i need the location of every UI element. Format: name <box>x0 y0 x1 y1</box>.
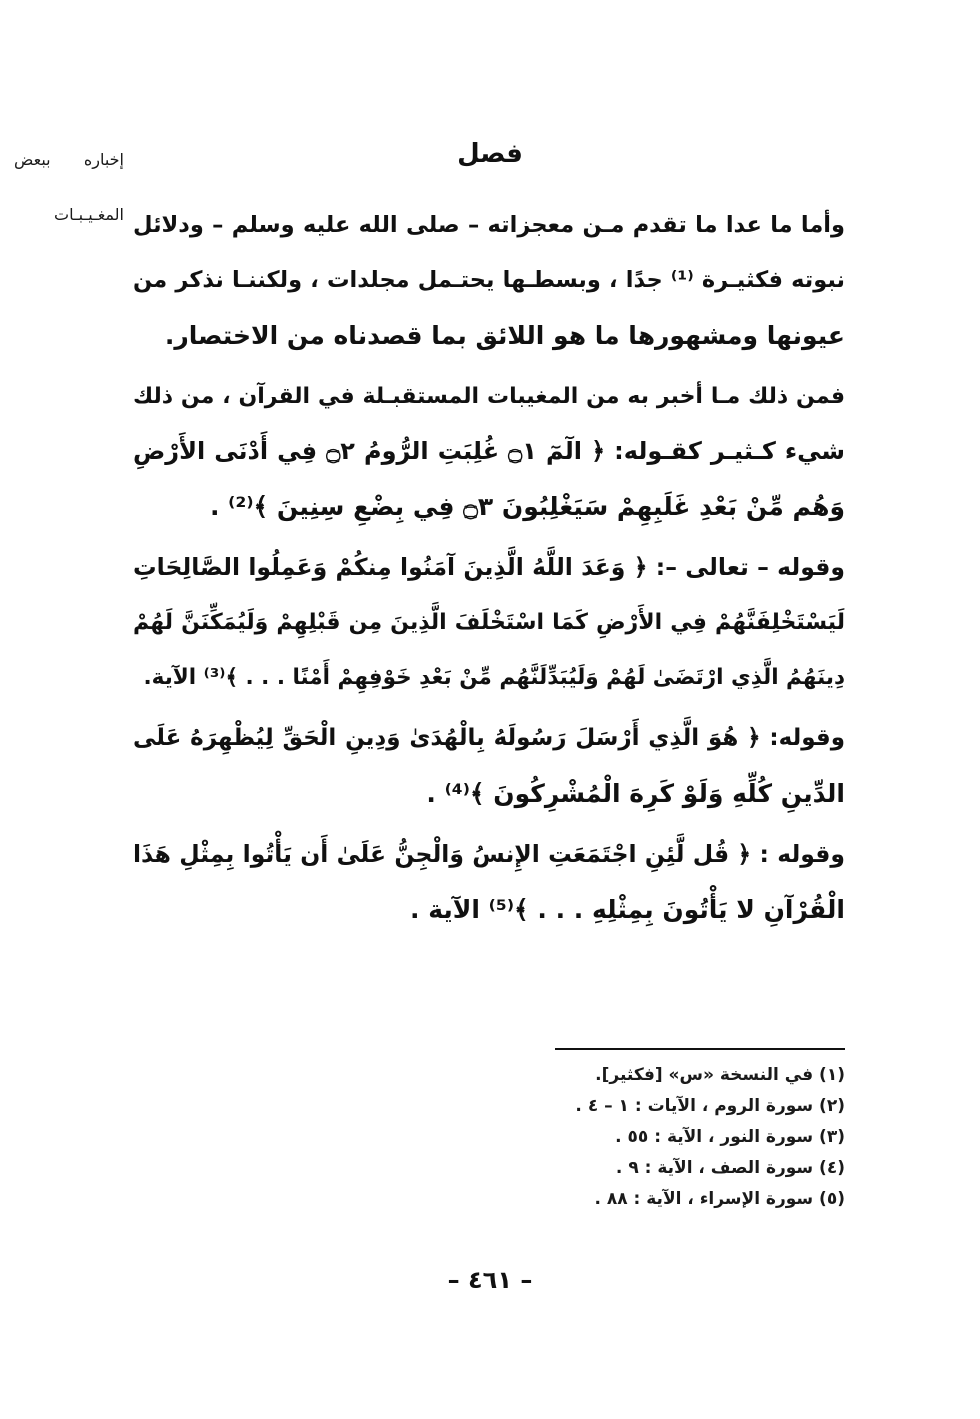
chapter-title: فصل <box>457 139 523 169</box>
text-line: لَيَسْتَخْلِفَنَّهُمْ فِي الأَرْضِ كَمَا اسْتَخْلَفَ الَّذِينَ مِن قَبْلِهِمْ وَلَيُمَكِّنَنَّ لَهُمْ <box>133 610 845 635</box>
text-line: وأما ما عدا ما تقدم مـن معجزاته – صلى الله عليه وسلم – ودلائل <box>133 212 845 238</box>
page-number: – ٤٦١ – <box>447 1266 533 1294</box>
text-line: وَهُم مِّنْ بَعْدِ غَلَبِهِمْ سَيَغْلِبُونَ ۝٣ فِي بِضْعِ سِنِينَ ﴾⁽²⁾ . <box>209 492 845 521</box>
text-line: نبوته فكثيـرة ⁽¹⁾ جدًا ، وبسطـها يحتـمل مجلدات ، ولكننـا نذكر من <box>133 267 845 293</box>
paragraph <box>133 198 845 363</box>
margin-note-line: إخباره ببعض <box>14 150 124 169</box>
text-line: عيونها ومشهورها ما هو اللائق بما قصدناه من الاختصار. <box>164 321 845 350</box>
text-line: الْقُرْآنِ لا يَأْتُونَ بِمِثْلِهِ . . . ﴾⁽⁵⁾ الآية . <box>410 895 845 924</box>
margin-note-line: المغـيـبـات <box>54 205 124 224</box>
paragraph <box>133 369 845 534</box>
paragraph <box>133 540 845 705</box>
text-line: دِينَهُمُ الَّذِي ارْتَضَىٰ لَهُمْ وَلَيُبَدِّلَنَّهُم مِّنْ بَعْدِ خَوْفِهِمْ أَمْنًا . . . ﴾⁽³⁾ الآية. <box>143 665 845 690</box>
paragraph <box>133 827 845 937</box>
text-line: فمن ذلك مـا أخبر به من المغيبات المستقبـلة في القرآن ، من ذلك <box>133 384 845 409</box>
body-text <box>133 198 845 943</box>
text-line: وقوله : ﴿ قُل لَّئِنِ اجْتَمَعَتِ الإِنسُ وَالْجِنُّ عَلَىٰ أَن يَأْتُوا بِمِثْلِ هَذَا <box>133 840 845 868</box>
paragraph <box>133 711 845 821</box>
footnote-item: (١) في النسخة «س» [فكثير]. <box>595 1065 845 1085</box>
text-line: شيء كـثيـر كقـوله: ﴿ الٓمٓ ۝١ غُلِبَتِ الرُّومُ ۝٢ فِي أَدْنَى الأَرْضِ <box>133 437 845 465</box>
text-line: الدِّينِ كُلِّهِ وَلَوْ كَرِهَ الْمُشْرِكُونَ ﴾⁽⁴⁾ . <box>426 779 845 808</box>
footnote-item: (٥) سورة الإسراء ، الآية : ٨٨ . <box>594 1189 845 1209</box>
footnotes <box>345 1060 845 1215</box>
text-line: وقوله: ﴿ هُوَ الَّذِي أَرْسَلَ رَسُولَهُ بِالْهُدَىٰ وَدِينِ الْحَقِّ لِيُظْهِرَهُ عَلَى <box>133 725 845 751</box>
footnote-divider <box>555 1048 845 1050</box>
footnote-item: (٤) سورة الصف ، الآية : ٩ . <box>615 1158 845 1178</box>
text-line: وقوله – تعالى –: ﴿ وَعَدَ اللَّهُ الَّذِينَ آمَنُوا مِنكُمْ وَعَمِلُوا الصَّالِحَاتِ <box>133 553 845 581</box>
footnote-item: (٢) سورة الروم ، الآيات : ١ – ٤ . <box>575 1096 845 1116</box>
footnote-item: (٣) سورة النور ، الآية : ٥٥ . <box>615 1127 845 1147</box>
